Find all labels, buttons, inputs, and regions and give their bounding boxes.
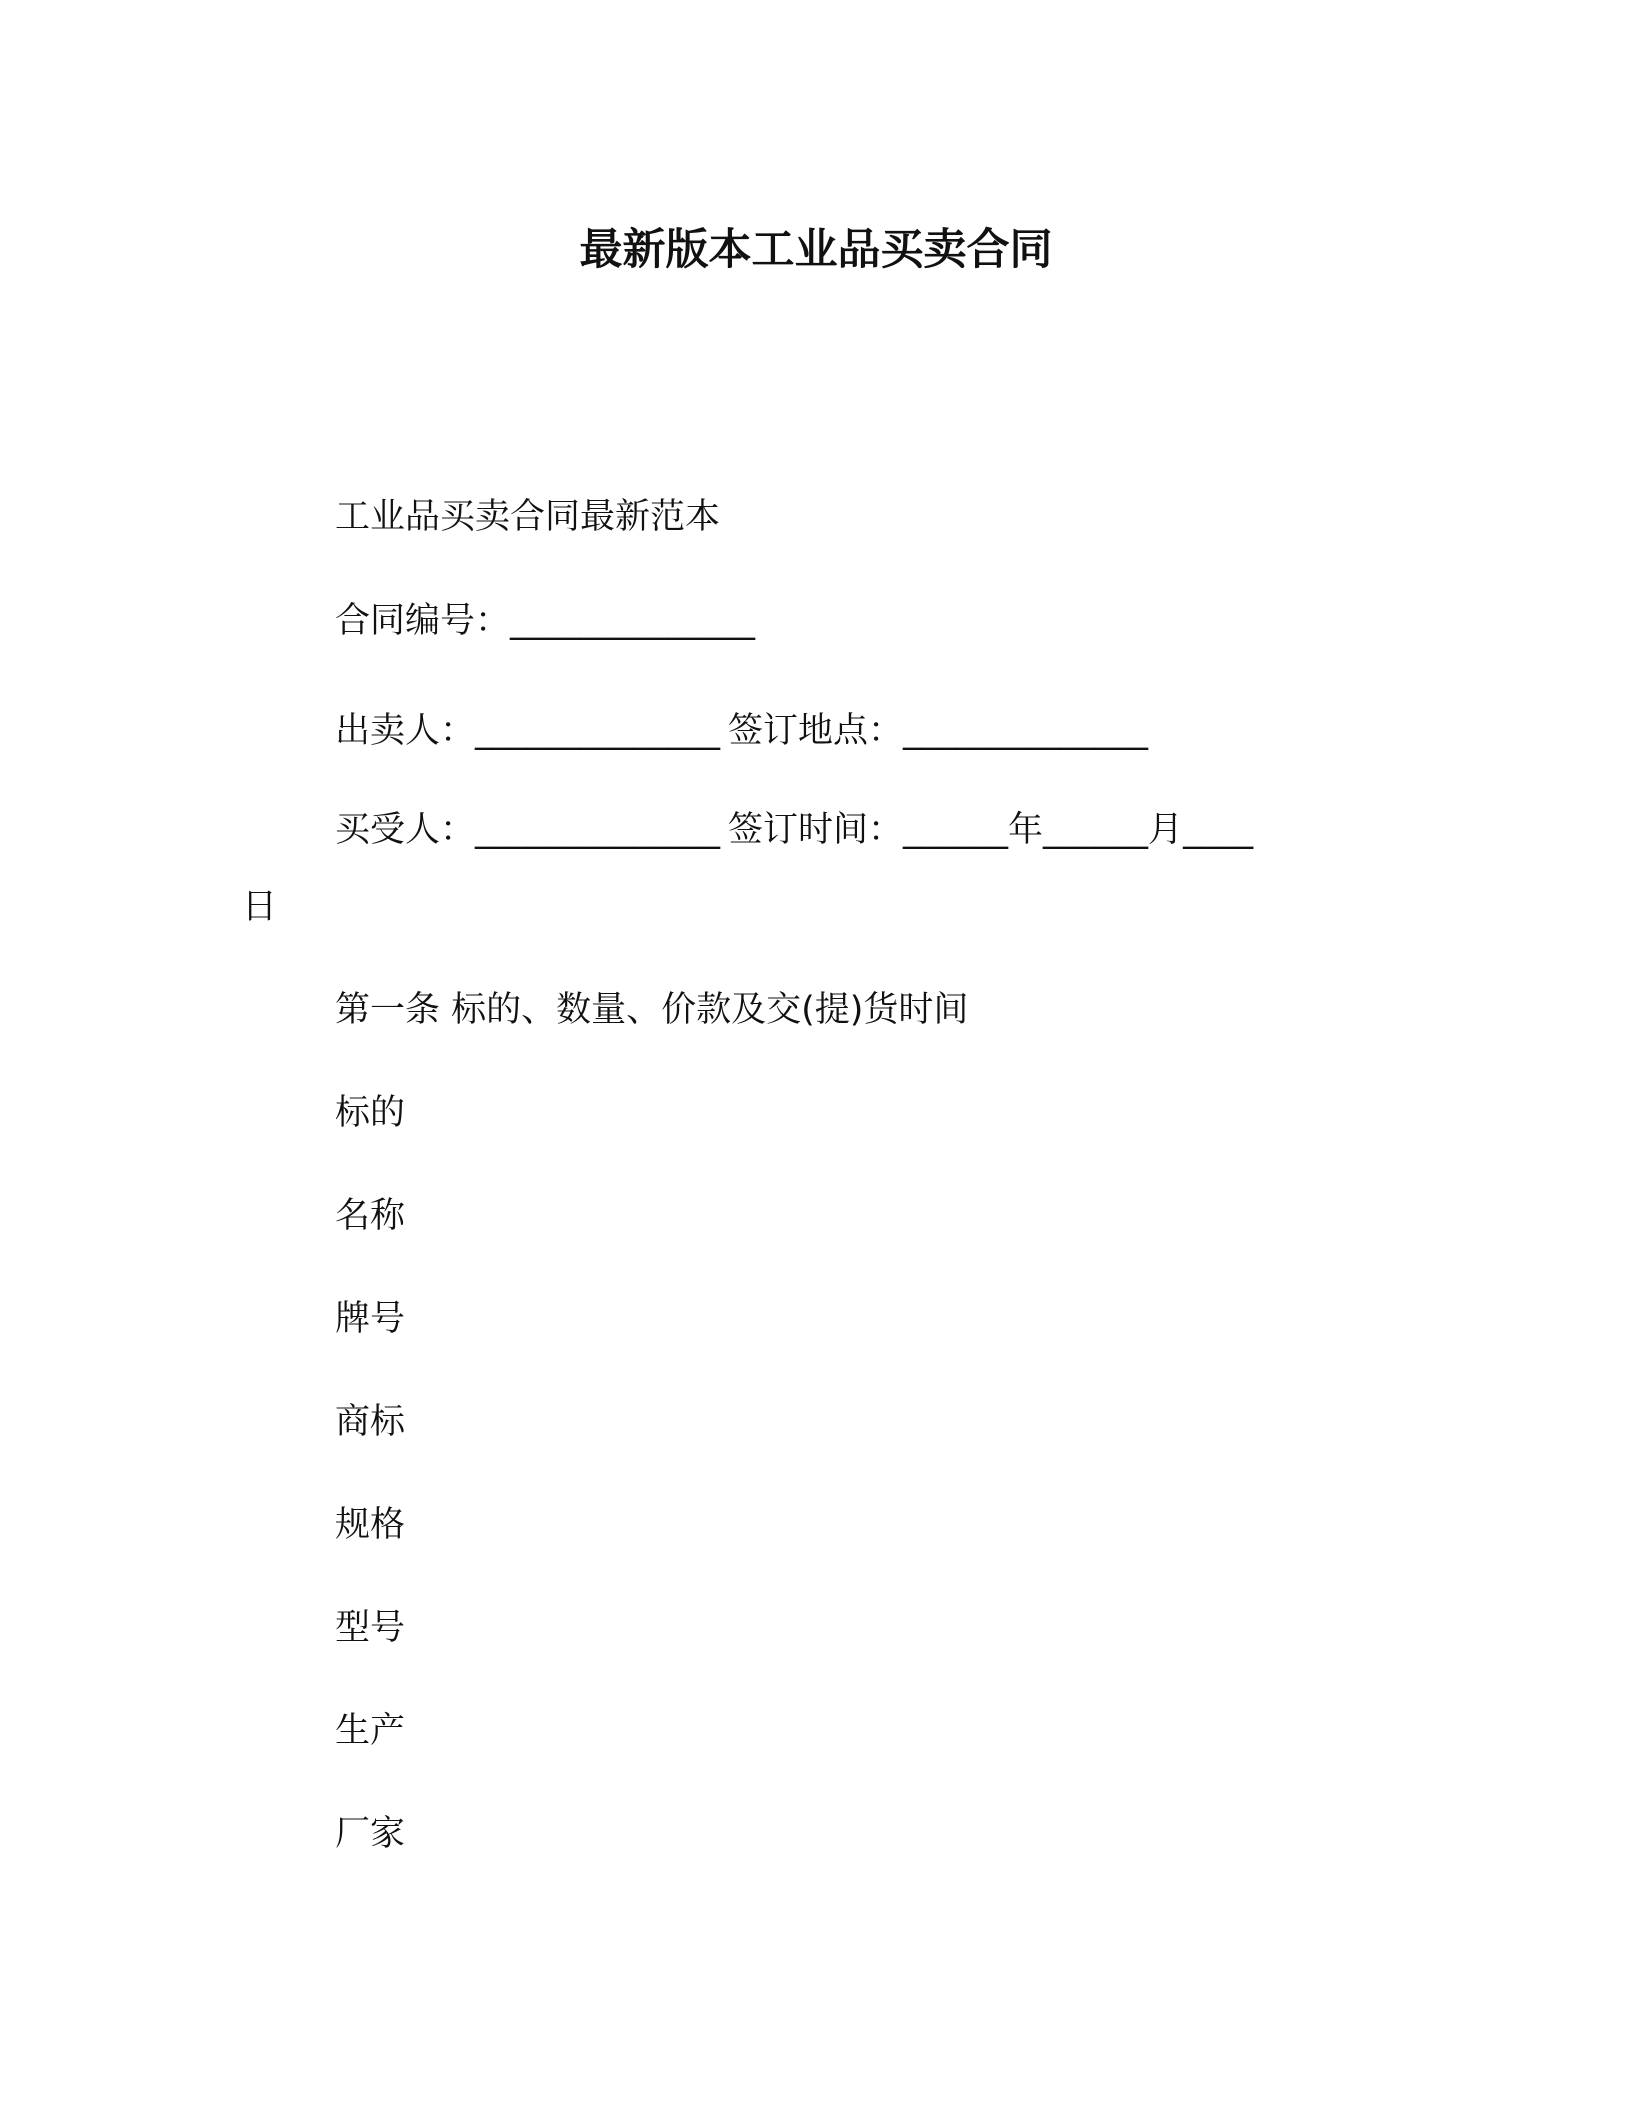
list-item: 牌号: [335, 1299, 406, 1339]
year-label: 年: [1008, 810, 1044, 850]
contract-number-line: [335, 598, 755, 644]
sign-place-label: 签订地点：: [728, 711, 904, 751]
day-label: 日: [242, 887, 278, 927]
list-item: 商标: [335, 1402, 406, 1442]
day-blank: ____: [1183, 810, 1254, 850]
month-blank: ______: [1043, 810, 1149, 850]
list-item: 型号: [335, 1608, 406, 1648]
year-blank: ______: [903, 810, 1009, 850]
list-item: 名称: [335, 1196, 406, 1236]
buyer-line: [335, 807, 1253, 853]
list-item: 生产: [335, 1711, 406, 1751]
seller-label: 出卖人：: [335, 711, 476, 751]
list-item: 标的: [335, 1093, 406, 1133]
buyer-blank: ______________: [475, 810, 721, 850]
sign-time-label: 签订时间：: [728, 810, 904, 850]
seller-blank: ______________: [475, 711, 721, 751]
list-item: 规格: [335, 1505, 406, 1545]
article1-heading: 第一条 标的、数量、价款及交(提)货时间: [335, 990, 969, 1030]
sign-place-blank: ______________: [903, 711, 1149, 751]
seller-line: [335, 708, 1148, 754]
month-label: 月: [1148, 810, 1184, 850]
document-subtitle: 工业品买卖合同最新范本: [335, 497, 721, 537]
contract-number-blank: ______________: [510, 601, 756, 641]
list-item: 厂家: [335, 1814, 406, 1854]
buyer-label: 买受人：: [335, 810, 476, 850]
document-title: 最新版本工业品买卖合同: [579, 225, 1053, 275]
contract-number-label: 合同编号：: [335, 601, 511, 641]
